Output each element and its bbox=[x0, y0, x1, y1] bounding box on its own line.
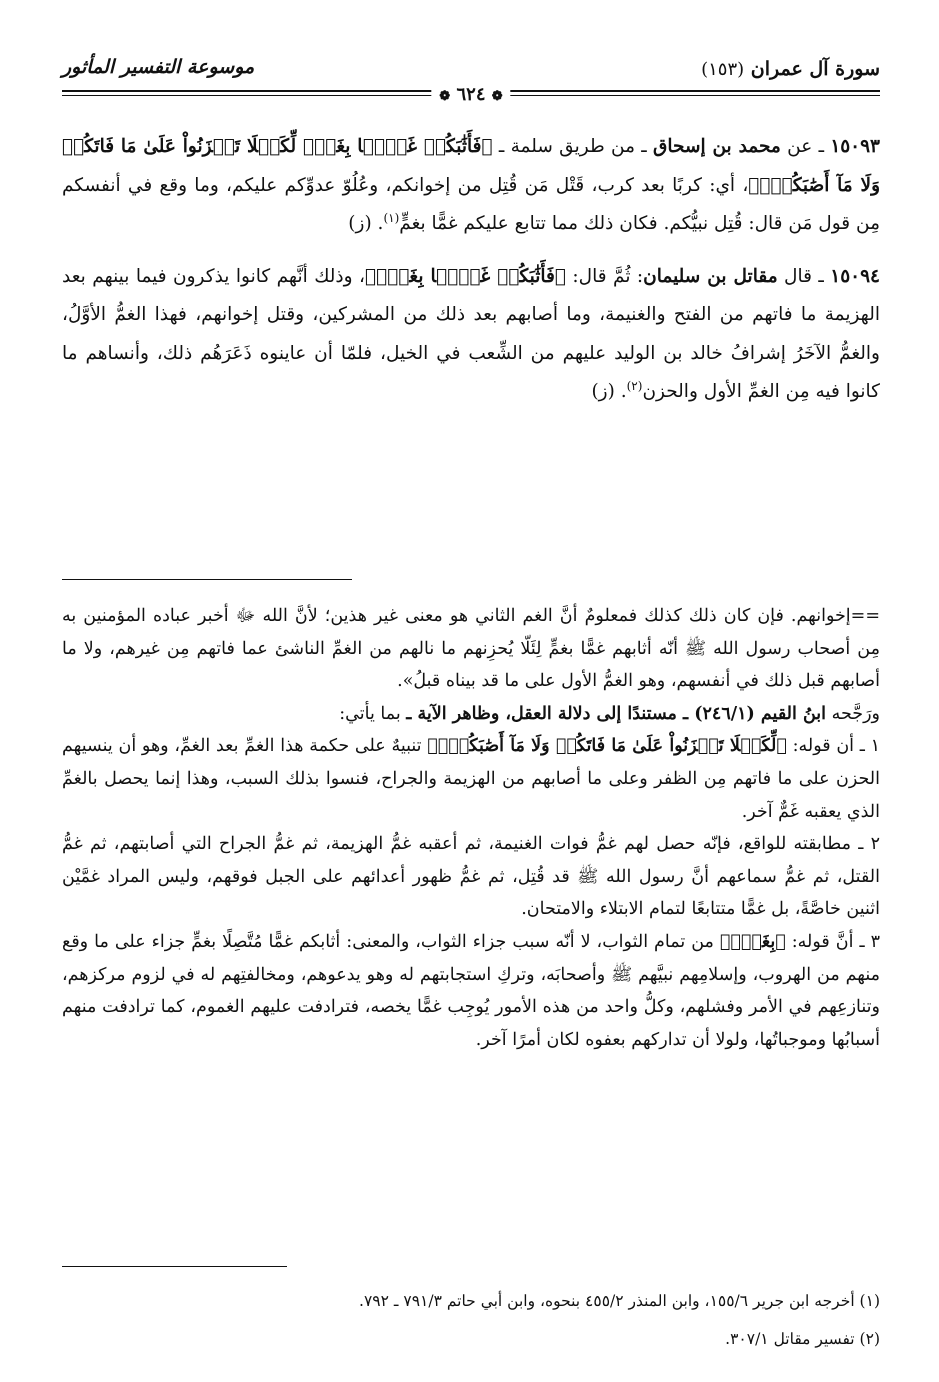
page-header bbox=[62, 40, 880, 105]
surah-title: سورة آل عمران bbox=[750, 58, 880, 80]
ornament-icon: ❁ bbox=[439, 89, 451, 104]
footnote-ref: (١) bbox=[383, 210, 400, 225]
note-paragraph: ٢ ـ مطابقته للواقع، فإنّه حصل لهم غمُّ فوات الغنيمة، ثم أعقبه غمُّ الهزيمة، ثم غمُّ الجراح التي أصابتهم، ثم غمُّ القتل، ثم غمُّ سماعهم أنَّ رسول الله ﷺ قد قُتِل، ثم غمُّ ظهور أعدائهم على الجبل فوقهم، وليس المراد غمَّيْن اثنين خاصَّةً، بل غمًّا متتابعًا لتمام الابتلاء والامتحان. bbox=[62, 834, 880, 920]
quran-quote: ﴿بِغَمّٖ﴾ bbox=[719, 931, 786, 952]
notes-separator bbox=[62, 579, 352, 580]
footnotes bbox=[62, 1282, 880, 1358]
note-paragraph: ورَجَّحه ابنُ القيم (٢٤٦/١) ـ مستندًا إلى دلالة العقل، وظاهر الآية ـ بما يأتي: bbox=[339, 703, 880, 724]
scholar-name: ابنُ القيم bbox=[760, 703, 827, 724]
note-paragraph: ==إخوانهم. فإن كان ذلك كذلك فمعلومٌ أنَّ الغم الثاني هو معنى غير هذين؛ لأنَّ الله ﷻ أخبر عباده المؤمنين به مِن أصحاب رسول الله ﷺ أنّه أثابهم غمًّا بغمٍّ لِئَلّا يُحزِنهم ما نالهم من الغمِّ الناشئ عما فاتهم مِن غيرهم، ولا ما أصابهم قبل ذلك في أنفسهم، وهو الغمُّ الأول على ما قد بيناه قبلُ». bbox=[62, 606, 880, 692]
ornament-icon: ❁ bbox=[491, 89, 503, 104]
narrator-name: محمد بن إسحاق bbox=[653, 136, 781, 157]
entry-text: ، أي: كربًا بعد كرب، قَتْل مَن قُتِل من إخوانكم، وعُلُوّ عدوِّكم عليكم، وما وقع في أنفسكم مِن قول مَن قال: قُتِل نبيُّكم. فكان ذلك مما تتابع عليكم غمًّا بغمٍّ bbox=[62, 174, 880, 234]
document-page bbox=[62, 40, 880, 1360]
footnote-item: (٢) تفسير مقاتل ٣٠٧/١. bbox=[725, 1330, 880, 1348]
main-text bbox=[62, 128, 880, 412]
entry-number: ١٥٠٩٤ bbox=[830, 265, 880, 287]
quran-quote: ﴿لِّكَيۡلَا تَحۡزَنُواْ عَلَىٰ مَا فَاتَكُمۡ وَلَا مَآ أَصَٰبَكُمۡۗ﴾ bbox=[427, 736, 787, 757]
page-number: ٦٢٤ bbox=[456, 84, 486, 105]
note-paragraph: ٣ ـ أنَّ قوله: ﴿بِغَمّٖ﴾ من تمام الثواب، لا أنّه سبب جزاء الثواب، والمعنى: أثابكم غمًّا مُتَّصِلًا بغمٍّ جزاء على ما وقع منهم من الهروب، وإسلامِهم نبيَّهم ﷺ وأصحابَه، وتركِ استجابتهم له وهو يدعوهم، ومخالفتِهم له في لزوم مركزهم، وتنازعِهم في الأمر وفشلهم، وكلُّ واحد من هذه الأمور يُوجِب غمًّا يخصه، فترادفت عليهم الغموم، كما ترادفت منهم أسبابُها وموجباتُها، ولولا أن تداركهم بعفوه لكان أمرًا آخر. bbox=[62, 931, 880, 1050]
verse-number: (١٥٣) bbox=[701, 59, 745, 80]
footnote-item: (١) أخرجه ابن جرير ١٥٥/٦، وابن المنذر ٤٥٥/٢ بنحوه، وابن أبي حاتم ٧٩١/٣ ـ ٧٩٢. bbox=[359, 1292, 880, 1310]
entry-paragraph: ١٥٠٩٣ ـ عن محمد بن إسحاق ـ من طريق سلمة ـ ﴿فَأَثَٰبَكُمۡ غَمَّۢا بِغَمّٖ لِّكَيۡلَا تَحۡزَنُواْ عَلَىٰ مَا فَاتَكُمۡ وَلَا مَآ أَصَٰبَكُمۡۗ﴾، أي: كربًا بعد كرب، قَتْل مَن قُتِل من إخوانكم، وعُلُوّ عدوِّكم عليكم، وما وقع في أنفسكم مِن قول مَن قال: قُتِل نبيُّكم. فكان ذلك مما تتابع عليكم غمًّا بغمٍّ$^{(١)}$. (ز) bbox=[62, 136, 880, 234]
entry-number: ١٥٠٩٣ bbox=[830, 136, 880, 157]
footnote-separator bbox=[62, 1266, 287, 1267]
running-header-book: موسوعة التفسير المأثور bbox=[62, 56, 255, 78]
continuation-mark: == bbox=[850, 606, 880, 626]
footnote-ref: (٢) bbox=[626, 378, 643, 393]
quran-quote: ﴿فَأَثَٰبَكُمۡ غَمَّۢا بِغَمّٖ﴾ bbox=[365, 265, 566, 287]
editor-notes bbox=[62, 600, 880, 1056]
page-number-box bbox=[431, 84, 510, 105]
narrator-name: مقاتل بن سليمان bbox=[643, 265, 778, 287]
note-paragraph: ١ ـ أن قوله: ﴿لِّكَيۡلَا تَحۡزَنُواْ عَلَىٰ مَا فَاتَكُمۡ وَلَا مَآ أَصَٰبَكُمۡۗ﴾ تنبيهٌ على حكمة هذا الغمِّ بعد الغمِّ، وهو أن ينسيهم الحزن على ما فاتهم مِن الظفر وعلى ما أصابهم من الهزيمة والجراح، فنسوا بذلك السبب، وهذا إنما يحصل بالغمِّ الذي يعقبه غَمٌّ آخر. bbox=[62, 736, 881, 822]
quran-quote: ﴿فَأَثَٰبَكُمۡ غَمَّۢا بِغَمّٖ لِّكَيۡلَا تَحۡزَنُواْ عَلَىٰ مَا فَاتَكُمۡ وَلَا مَآ أَصَٰبَكُمۡۗ﴾ bbox=[62, 136, 880, 196]
running-header-surah bbox=[701, 58, 880, 80]
entry-text: ، وذلك أنَّهم كانوا يذكرون فيما بينهم بعد الهزيمة ما فاتهم من الفتح والغنيمة، وما أصابهم بعد ذلك من المشركين، وقتل إخوانهم، فهذا الغمُّ الأوَّلُ، والغمُّ الآخَرُ إشرافُ خالد بن الوليد عليهم من الشِّعب في الخيل، فلمّا أن عاينوه ذَعَرَهُم ذلك، وأنساهم ما كانوا فيه مِن الغمِّ الأول والحزن bbox=[62, 265, 880, 402]
entry-paragraph: ١٥٠٩٤ ـ قال مقاتل بن سليمان: ثُمَّ قال: ﴿فَأَثَٰبَكُمۡ غَمَّۢا بِغَمّٖ﴾، وذلك أنَّهم كانوا يذكرون فيما بينهم بعد الهزيمة ما فاتهم من الفتح والغنيمة، وما أصابهم بعد ذلك من المشركين، وقتل إخوانهم، فهذا الغمُّ الأوَّلُ، والغمُّ الآخَرُ إشرافُ خالد بن الوليد عليهم من الشِّعب في الخيل، فلمّا أن عاينوه ذَعَرَهُم ذلك، وأنساهم ما كانوا فيه مِن الغمِّ الأول والحزن$^{(٢)}$. (ز) bbox=[62, 265, 880, 402]
